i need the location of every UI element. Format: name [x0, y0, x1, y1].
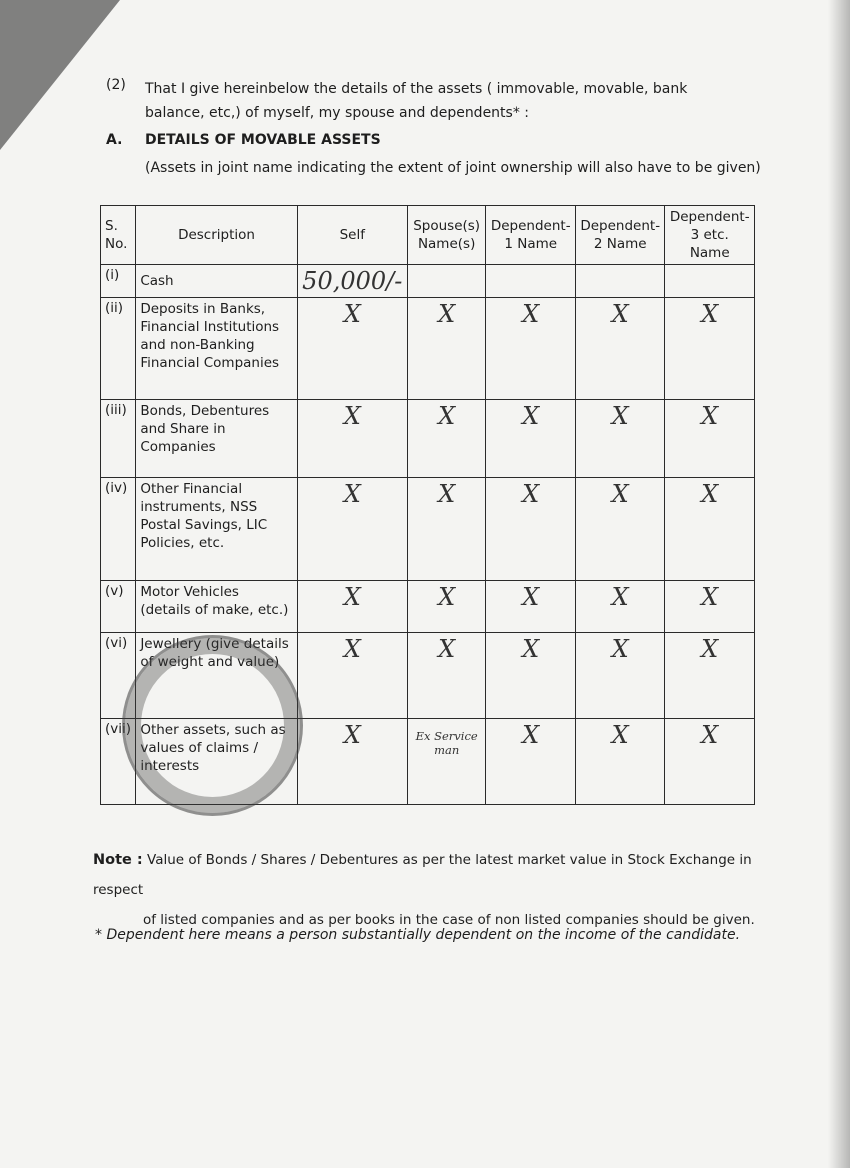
section-subtitle: (Assets in joint name indicating the extent of joint ownership will also have to be given)	[145, 160, 761, 176]
row-sno: (vii)	[101, 719, 136, 805]
row-sno: (vi)	[101, 633, 136, 719]
cross-mark: X	[486, 633, 575, 719]
table-row	[101, 581, 755, 633]
cash-spouse-value	[407, 265, 486, 298]
row-description: Bonds, Debentures and Share in Companies	[136, 400, 297, 478]
page-edge-shadow	[828, 0, 850, 1168]
cross-mark: X	[575, 719, 664, 805]
movable-assets-table	[100, 205, 755, 805]
cross-mark: X	[486, 298, 575, 400]
cash-self-value: 50,000/-	[297, 265, 407, 298]
note-paragraph	[93, 845, 763, 935]
cross-mark: X	[297, 400, 407, 478]
row-sno: (ii)	[101, 298, 136, 400]
row-description: Deposits in Banks, Financial Institutions and non-Banking Financial Companies	[136, 298, 297, 400]
cross-mark: X	[486, 400, 575, 478]
header-spouse: Spouse(s) Name(s)	[407, 206, 486, 265]
table-row	[101, 478, 755, 581]
cross-mark: X	[407, 478, 486, 581]
cross-mark: X	[575, 581, 664, 633]
row-description: Jewellery (give details of weight and value)	[136, 633, 297, 719]
table-row	[101, 719, 755, 805]
cross-mark: X	[575, 298, 664, 400]
cross-mark: X	[407, 581, 486, 633]
section-title: DETAILS OF MOVABLE ASSETS	[145, 132, 381, 148]
dependent-footnote: * Dependent here means a person substantially dependent on the income of the candidate.	[95, 927, 741, 943]
cross-mark: X	[665, 400, 755, 478]
cross-mark: X	[297, 298, 407, 400]
table-row	[101, 298, 755, 400]
note-text-line2: of listed companies and as per books in the case of non listed companies should be given.	[143, 912, 755, 928]
spouse-handwritten-note-cell	[407, 719, 486, 805]
header-dependent-2: Dependent-2 Name	[575, 206, 664, 265]
cross-mark: X	[407, 400, 486, 478]
cross-mark: X	[575, 400, 664, 478]
cross-mark: X	[486, 478, 575, 581]
header-self: Self	[297, 206, 407, 265]
table-row	[101, 400, 755, 478]
header-description: Description	[136, 206, 297, 265]
cross-mark: X	[297, 581, 407, 633]
row-sno: (i)	[101, 265, 136, 298]
cross-mark: X	[665, 719, 755, 805]
spouse-handwritten-note: Ex Service man	[415, 729, 478, 757]
cross-mark: X	[407, 633, 486, 719]
section-letter: A.	[106, 132, 123, 148]
item-number: (2)	[106, 77, 126, 93]
intro-paragraph: That I give hereinbelow the details of the assets ( immovable, movable, bank balance, etc,) of myself, my spouse and dependents* :	[145, 81, 688, 121]
row-description: Motor Vehicles (details of make, etc.)	[136, 581, 297, 633]
table-row	[101, 633, 755, 719]
cross-mark: X	[575, 478, 664, 581]
cash-dep2-value	[575, 265, 664, 298]
note-label: Note :	[93, 852, 143, 868]
cross-mark: X	[297, 478, 407, 581]
header-sno: S. No.	[101, 206, 136, 265]
row-description: Cash	[136, 265, 297, 298]
cash-dep1-value	[486, 265, 575, 298]
cross-mark: X	[407, 298, 486, 400]
header-dependent-3: Dependent-3 etc. Name	[665, 206, 755, 265]
cross-mark: X	[665, 298, 755, 400]
cross-mark: X	[665, 633, 755, 719]
folded-corner	[0, 0, 123, 150]
cross-mark: X	[297, 633, 407, 719]
cross-mark: X	[575, 633, 664, 719]
cash-dep3-value	[665, 265, 755, 298]
row-sno: (v)	[101, 581, 136, 633]
cross-mark: X	[297, 719, 407, 805]
row-description: Other assets, such as values of claims / interests	[136, 719, 297, 805]
cross-mark: X	[486, 719, 575, 805]
table-row	[101, 265, 755, 298]
table-header-row	[101, 206, 755, 265]
note-text-line1: Value of Bonds / Shares / Debentures as per the latest market value in Stock Exchange in respect	[93, 852, 752, 898]
header-dependent-1: Dependent-1 Name	[486, 206, 575, 265]
cross-mark: X	[665, 581, 755, 633]
row-sno: (iii)	[101, 400, 136, 478]
row-sno: (iv)	[101, 478, 136, 581]
row-description: Other Financial instruments, NSS Postal Savings, LIC Policies, etc.	[136, 478, 297, 581]
cross-mark: X	[486, 581, 575, 633]
cross-mark: X	[665, 478, 755, 581]
